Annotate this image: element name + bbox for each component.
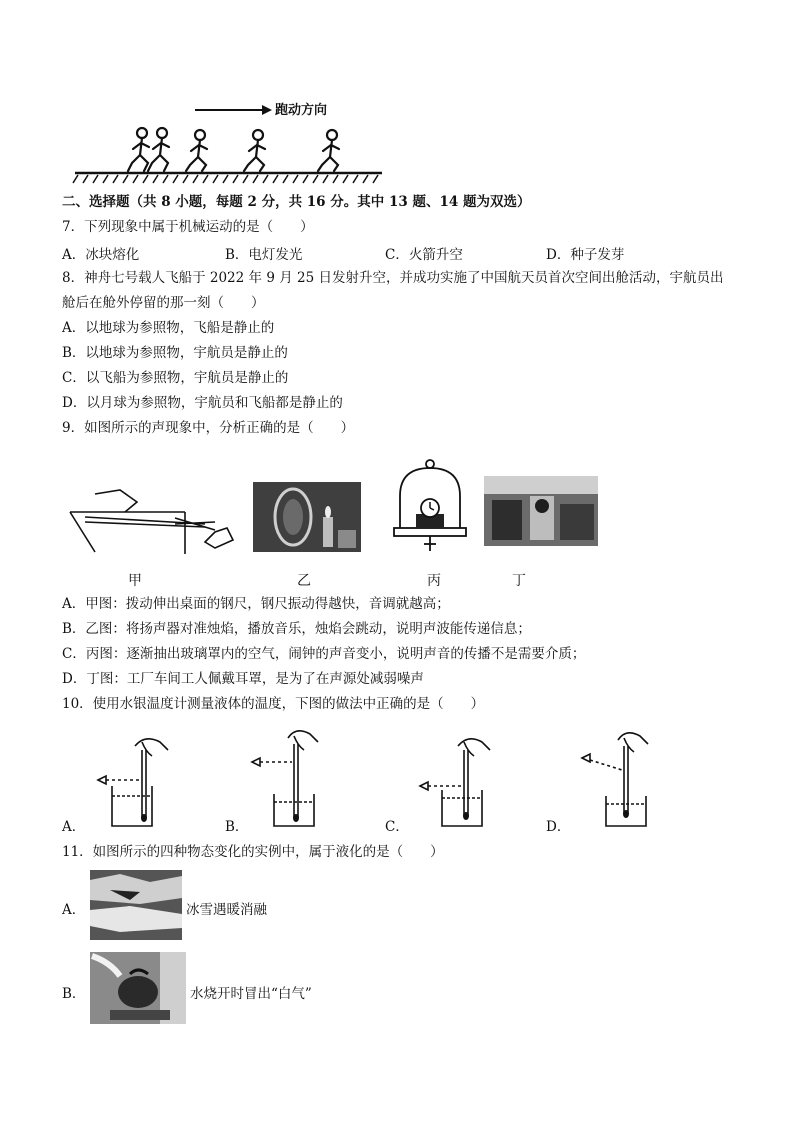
thermometer-option-a xyxy=(90,728,180,830)
ruler-on-table-illustration xyxy=(65,472,240,557)
factory-workers-photo xyxy=(484,476,598,546)
q10-figure-a xyxy=(90,728,180,830)
q10-letter-b: B． xyxy=(225,819,249,835)
q10-figure-b xyxy=(248,726,338,830)
q9-option-c: C．丙图：逐渐抽出玻璃罩内的空气，闹钟的声音变小，说明声音的传播不是需要介质； xyxy=(62,646,586,662)
q11-option-b-photo xyxy=(90,952,186,1024)
q8-option-b: B．以地球为参照物，宇航员是静止的 xyxy=(62,345,288,361)
q11-option-b-text: 水烧开时冒出“白气” xyxy=(190,986,312,1002)
thermometer-option-c xyxy=(412,728,502,830)
q9-option-d: D．丁图：工厂车间工人佩戴耳罩，是为了在声源处减弱噪声 xyxy=(62,671,424,687)
q9-figure-jia xyxy=(65,472,240,557)
q10-figure-d xyxy=(576,726,666,830)
boiling-kettle-photo xyxy=(90,952,186,1024)
q10-letter-d: D． xyxy=(546,819,571,835)
thermometer-option-b xyxy=(248,726,338,830)
q9-caption-yi: 乙 xyxy=(297,573,311,589)
melting-snow-photo xyxy=(90,870,182,940)
q8-stem-line1: 8．神舟七号载人飞船于 2022 年 9 月 25 日发射升空，并成功实施了中国航天员首次空间出舱活动，宇航员出 xyxy=(62,270,724,286)
q8-option-a: A．以地球为参照物，飞船是静止的 xyxy=(62,320,275,336)
q9-caption-jia: 甲 xyxy=(128,573,142,589)
q7-stem: 7．下列现象中属于机械运动的是（ ） xyxy=(62,219,314,235)
q11-option-a-letter: A． xyxy=(62,902,86,918)
q9-figure-yi xyxy=(253,482,361,552)
q9-option-a: A．甲图：拨动伸出桌面的钢尺，钢尺振动得越快，音调就越高； xyxy=(62,596,450,612)
q7-option-c: C．火箭升空 xyxy=(385,247,463,263)
q9-caption-ding: 丁 xyxy=(512,573,526,589)
q7-option-a: A．冰块熔化 xyxy=(62,247,140,263)
q8-option-c: C．以飞船为参照物，宇航员是静止的 xyxy=(62,370,289,386)
q11-option-a-text: 冰雪遇暖消融 xyxy=(186,902,267,918)
q10-stem: 10．使用水银温度计测量液体的温度，下图的做法中正确的是（ ） xyxy=(62,696,485,712)
q7-option-b: B．电灯发光 xyxy=(225,247,303,263)
q9-figure-bing xyxy=(390,456,470,556)
runners-illustration xyxy=(70,95,390,190)
q8-stem-line2: 舱后在舱外停留的那一刻（ ） xyxy=(62,295,265,311)
q9-stem: 9．如图所示的声现象中，分析正确的是（ ） xyxy=(62,420,355,436)
q10-letter-a: A． xyxy=(62,819,86,835)
q9-option-b: B．乙图：将扬声器对准烛焰，播放音乐，烛焰会跳动，说明声波能传递信息； xyxy=(62,621,531,637)
q9-figure-ding xyxy=(484,476,598,546)
q11-option-b-letter: B． xyxy=(62,986,86,1002)
bell-jar-clock-illustration xyxy=(390,456,470,556)
q7-option-d: D．种子发芽 xyxy=(546,247,625,263)
loudspeaker-candle-photo xyxy=(253,482,361,552)
runners-figure xyxy=(70,95,390,190)
q10-figure-c xyxy=(412,728,502,830)
direction-label: 跑动方向 xyxy=(275,103,328,118)
section-heading: 二、选择题（共 8 小题，每题 2 分，共 16 分。其中 13 题、14 题为双选） xyxy=(62,194,531,210)
q8-option-d: D．以月球为参照物，宇航员和飞船都是静止的 xyxy=(62,395,343,411)
thermometer-option-d xyxy=(576,726,666,830)
q11-stem: 11．如图所示的四种物态变化的实例中，属于液化的是（ ） xyxy=(62,844,444,860)
q11-option-a-photo xyxy=(90,870,182,940)
q9-caption-bing: 丙 xyxy=(427,573,441,589)
q10-letter-c: C． xyxy=(385,819,409,835)
